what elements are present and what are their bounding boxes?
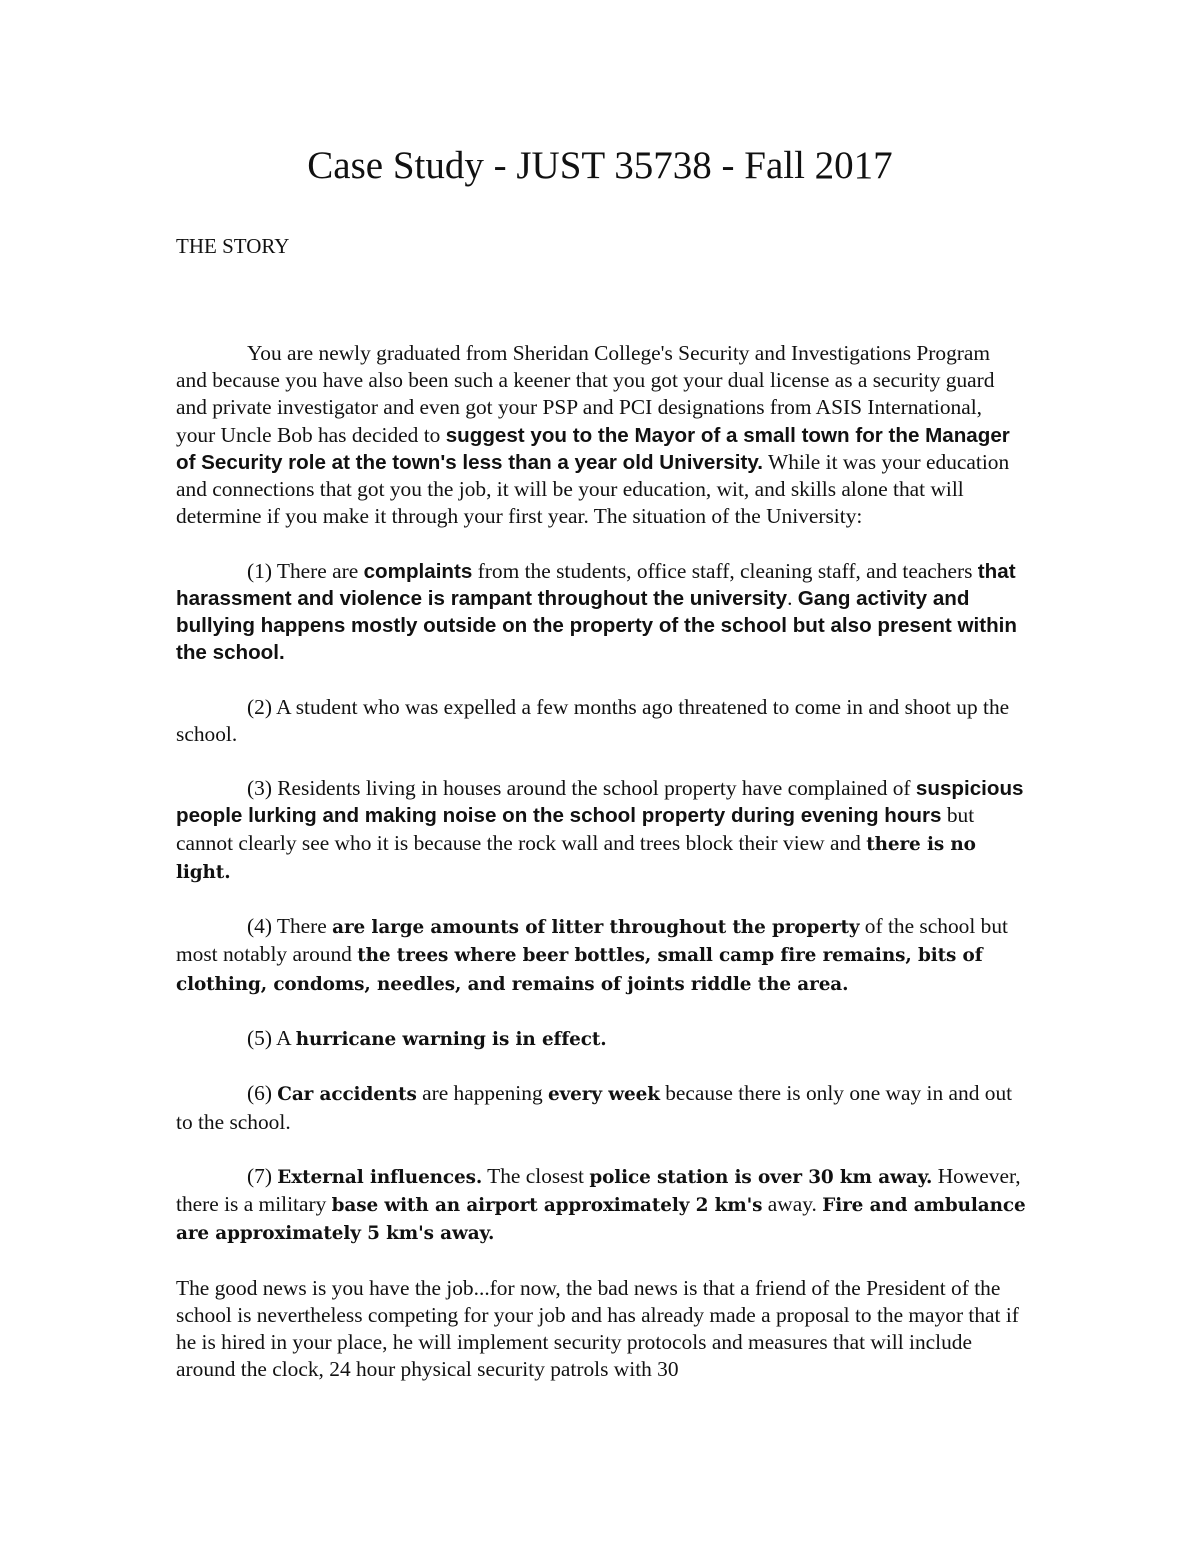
list-item-6: (6) Car accidents are happening every week because there is only one way in and out to the school. — [176, 1081, 1013, 1134]
section-heading: THE STORY — [176, 234, 290, 258]
emphasis-text: Car accidents — [277, 1084, 417, 1106]
emphasis-text: police station is over 30 km away. — [589, 1166, 933, 1188]
emphasis-text: every week — [548, 1084, 660, 1106]
list-item-4: (4) There are large amounts of litter throughout the property of the school but most notably around the trees where beer bottles, small camp fire remains, bits of clothing, condoms, needles, and remains of joints riddle the area. — [176, 914, 1008, 995]
emphasis-text: suspicious people lurking and making noise on the school property during evening hours — [176, 777, 1024, 828]
emphasis-text: suggest you to the Mayor of a small town for the Manager of Security role at the town's less than a year old University. — [176, 423, 1010, 474]
emphasis-text: complaints — [363, 559, 473, 583]
list-item-2: (2) A student who was expelled a few months ago threatened to come in and shoot up the school. — [176, 694, 1010, 746]
emphasis-text: hurricane warning is in effect. — [295, 1029, 607, 1050]
list-item-5: (5) A hurricane warning is in effect. — [247, 1026, 607, 1050]
emphasis-text: the trees where beer bottles, small camp fire remains, bits of clothing, condoms, needles, and remains of joints riddle the area. — [176, 945, 983, 995]
list-item-1: (1) There are complaints from the students, office staff, cleaning staff, and teachers that harassment and violence is rampant throughout the university. Gang activity and bullying happens mostly outside on the property of the school but also present within the school. — [176, 558, 1017, 665]
emphasis-text: External influences. — [277, 1166, 483, 1188]
document-body — [176, 340, 1026, 1411]
closing-paragraph: The good news is you have the job...for now, the bad news is that a friend of the President of the school is nevertheless competing for your job and has already made a proposal to the mayor that if he is hired in your place, he will implement security protocols and measures that will include around the clock, 24 hour physical security patrols with 30 — [176, 1275, 1019, 1382]
list-item-7: (7) External influences. The closest police station is over 30 km away. However, there is a military base with an airport approximately 2 km's away. Fire and ambulance are approximately 5 km's away. — [176, 1163, 1026, 1245]
emphasis-text: are large amounts of litter throughout the property — [332, 917, 860, 939]
emphasis-text: Fire and ambulance are approximately 5 km's away. — [176, 1195, 1026, 1245]
intro-paragraph: You are newly graduated from Sheridan College's Security and Investigations Program and because you have also been such a keener that you got your dual license as a security guard and private investigator and even got your PSP and PCI designations from ASIS International, your Uncle Bob has decided to suggest you to the Mayor of a small town for the Manager of Security role at the town's less than a year old University. While it was your education and connections that got you the job, it will be your education, wit, and skills alone that will determine if you make it through your first year. The situation of the University: — [176, 341, 1010, 529]
emphasis-text: base with an airport approximately 2 km's — [331, 1195, 763, 1217]
emphasis-text: Gang activity and bullying happens mostly outside on the property of the school but also present within the school. — [176, 586, 1017, 665]
emphasis-text: there is no light. — [176, 833, 976, 883]
document-title: Case Study - JUST 35738 - Fall 2017 — [307, 144, 893, 187]
emphasis-text: that harassment and violence is rampant throughout the university — [176, 559, 1016, 610]
list-item-3: (3) Residents living in houses around the school property have complained of suspicious people lurking and making noise on the school property during evening hours but cannot clearly see who it is because the rock wall and trees block their view and there is no light. — [176, 776, 1024, 883]
